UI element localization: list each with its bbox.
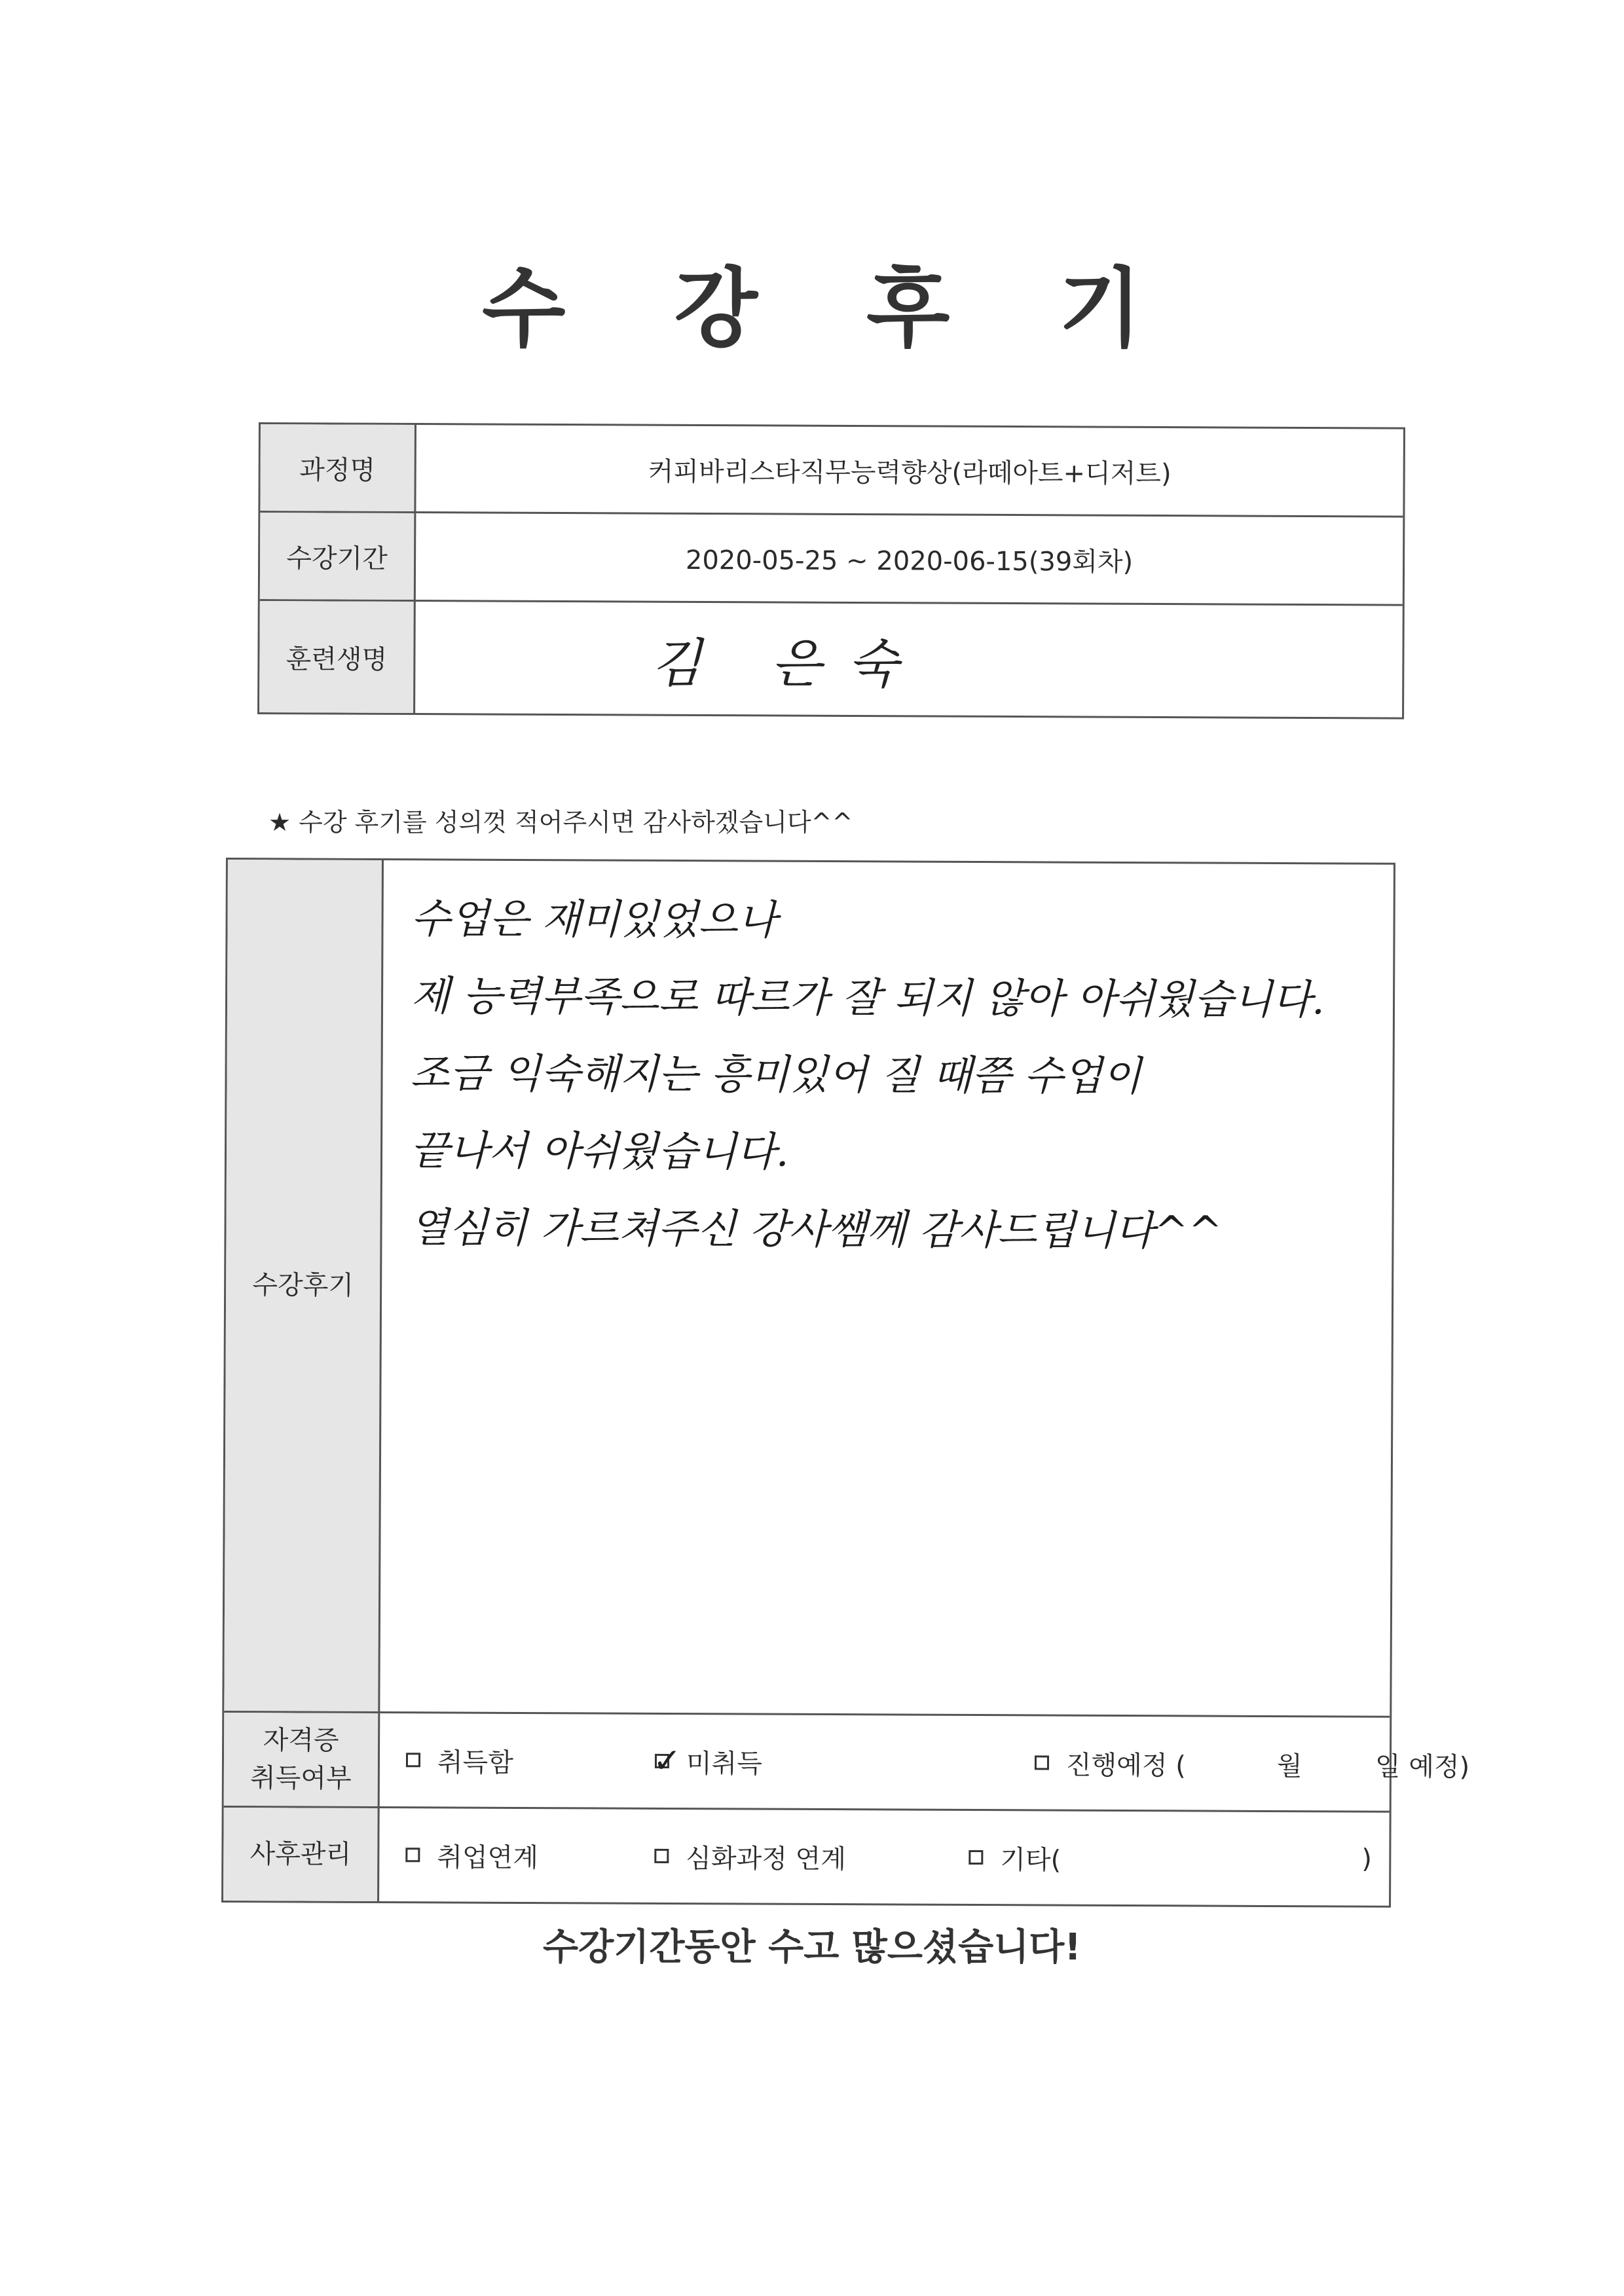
course-value: 커피바리스타직무능력향상(라떼아트+디저트) [648,456,1172,489]
checkbox[interactable] [405,1848,420,1862]
option-label: 기타( [1000,1844,1061,1876]
option-acquired[interactable] [406,1741,513,1779]
check-mark-icon: ✓ [652,1741,682,1781]
review-line: 열심히 가르쳐주신 강사쌤께 감사드립니다^^ [409,1203,1223,1255]
review-table [221,858,1470,1908]
checkbox[interactable] [406,1753,420,1767]
checkbox[interactable] [969,1850,983,1865]
option-advanced-course[interactable] [654,1837,846,1875]
document-title: 수 강 후 기 [482,259,1181,359]
option-in-progress[interactable] [1035,1744,1186,1782]
period-value: 2020-05-25 ~ 2020-06-15(39회차) [685,545,1134,577]
certificate-options [380,1713,1470,1811]
period-label: 수강기간 [260,513,416,600]
closing-message: 수강기간동안 수고 많으셨습니다! [543,1926,1081,1969]
day-label: 일 예정) [1375,1751,1470,1782]
course-label: 과정명 [260,424,416,511]
option-not-acquired[interactable] [652,1741,762,1781]
month-label: 월 [1276,1751,1302,1781]
aftercare-options [379,1808,1390,1906]
review-text-area [409,880,1380,1270]
checkbox-checked[interactable] [652,1741,682,1781]
option-label: 미취득 [686,1748,762,1779]
trainee-name-handwritten: 김 은숙 [651,632,925,695]
trainee-label: 훈련생명 [259,601,416,713]
review-label: 수강후기 [224,860,384,1711]
review-line: 제 능력부족으로 따르가 잘 되지 않아 아쉬웠습니다. [410,972,1325,1024]
review-line: 끝나서 아쉬웠습니다. [409,1126,789,1176]
trainee-value-cell [415,602,1403,718]
certificate-label-line2: 취득여부 [249,1763,352,1794]
option-other[interactable] [969,1838,1061,1876]
period-row [260,513,1403,606]
other-close-paren: ) [1361,1844,1373,1874]
checkbox[interactable] [654,1849,669,1863]
certificate-label [224,1713,380,1806]
review-line: 조금 익숙해지는 흥미있어 질 때쯤 수업이 [410,1049,1142,1101]
course-info-table [257,422,1405,720]
course-row [260,424,1403,518]
option-label: 진행예정 ( [1065,1750,1186,1781]
aftercare-label: 사후관리 [223,1808,380,1901]
option-label: 취득함 [437,1747,513,1778]
option-label: 취업연계 [437,1842,539,1873]
option-job-link[interactable] [405,1836,538,1874]
checkbox[interactable] [1035,1755,1049,1770]
option-label: 심화과정 연계 [686,1843,846,1874]
review-line: 수업은 재미있었으나 [411,894,777,944]
instruction-note: ★ 수강 후기를 성의껏 적어주시면 감사하겠습니다^^ [268,808,853,837]
certificate-label-line1: 자격증 [263,1725,339,1756]
name-row [259,601,1403,718]
